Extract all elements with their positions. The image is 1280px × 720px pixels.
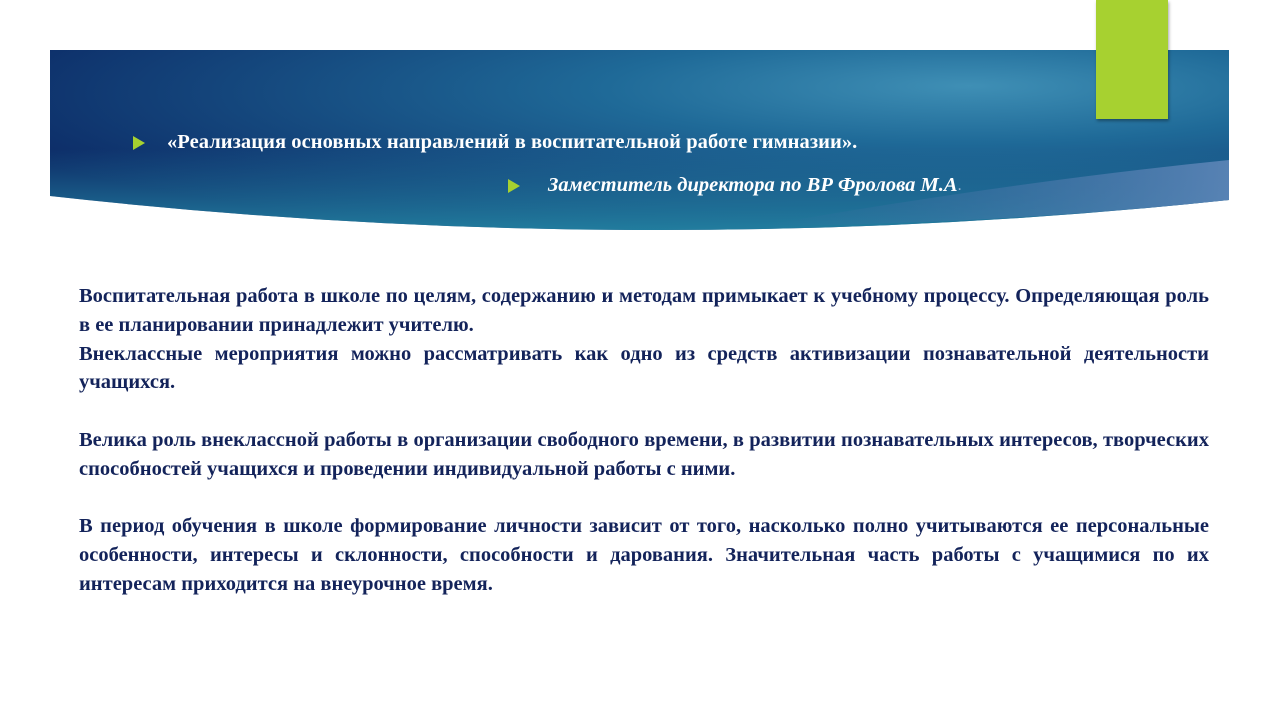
body-paragraph: Велика роль внеклассной работы в организации свободного времени, в развитии познавательных интересов, творческих способностей учащихся и проведении индивидуальной работы с ними. [79,428,1209,480]
subtitle-trailing-dot: . [957,176,962,194]
body-paragraph: Внеклассные мероприятия можно рассматривать как одно из средств активизации познавательной деятельности учащихся. [79,342,1209,394]
accent-tab [1096,0,1168,119]
body-paragraph: Воспитательная работа в школе по целям, содержанию и методам примыкает к учебному процессу. Определяющая роль в ее планировании принадлежит учителю. [79,285,1209,336]
body-paragraph: В период обучения в школе формирование личности зависит от того, насколько полно учитываются ее персональные особенности, интересы и склонности, способности и дарования. Значительная часть работы с учащимися по их интересам приходится на внеурочное время. [79,515,1209,595]
slide-subtitle-row [508,174,962,197]
slide-title: «Реализация основных направлений в воспитательной работе гимназии». [167,131,858,153]
slide-subtitle: Заместитель директора по ВР Фролова М.А [548,174,958,196]
title-banner [0,0,1280,260]
paragraph-spacer [79,484,1209,513]
paragraph-spacer [79,397,1209,426]
triangle-bullet-icon [133,136,145,150]
triangle-bullet-icon [508,179,520,193]
body-text [79,282,1209,599]
slide-title-row [133,131,857,154]
